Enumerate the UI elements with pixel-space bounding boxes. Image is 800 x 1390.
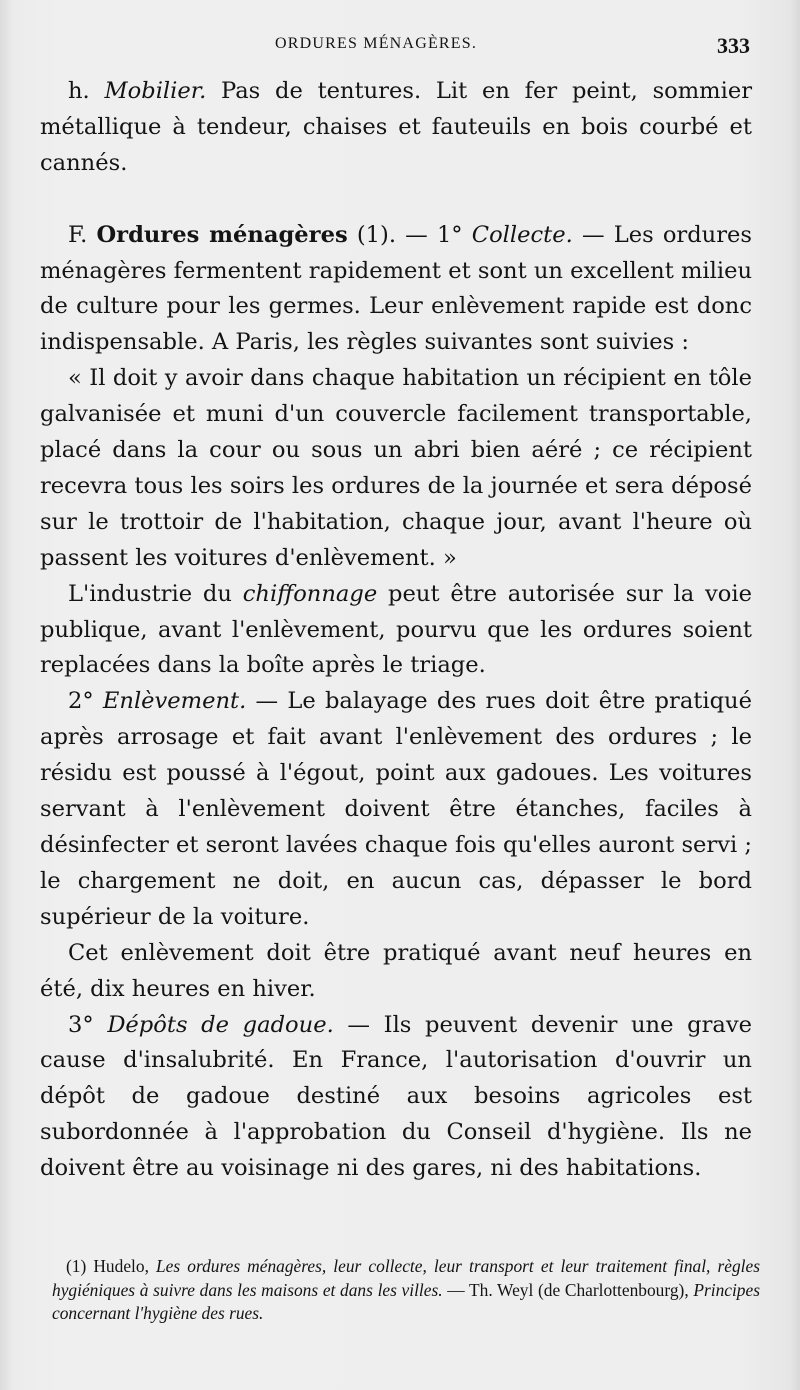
paragraph-quote: « Il doit y avoir dans chaque habitation un récipient en tôle galvanisée et muni d'un couvercle facilement transportable, placé dans la cour ou sous un abri bien aéré ; ce récipient recevra tous les soirs les ordures de la journée et sera déposé sur le trottoir de l'habitation, chaque jour, avant l'heure où passent les voitures d'enlèvement. »: [40, 365, 752, 571]
subsection-number: 1°: [436, 221, 472, 248]
paragraph-depots: [40, 1008, 752, 1188]
paragraph-text: L'industrie du: [68, 580, 243, 607]
subsection-number: 2°: [68, 688, 103, 715]
body-text: [40, 74, 752, 1187]
paragraph-ordures: [40, 218, 752, 362]
subsection-title: Collecte.: [471, 221, 573, 248]
paragraph-text: Pas de tentures. Lit en fer peint, sommier métallique à tendeur, chaises et fauteuils en bois courbé et cannés.: [40, 78, 753, 176]
page-number: 333: [717, 33, 750, 58]
paragraph-text: — Le balayage des rues doit être pratiqué après arrosage et fait avant l'enlèvement des ordures ; le résidu est poussé à l'égout, point aux gadoues. Les voitures servant à l'enlèvement doivent être étanches, faciles à désinfecter et seront lavées chaque fois qu'elles auront servi ; le chargement ne doit, en aucun cas, dépasser le bord supérieur de la voiture.: [40, 688, 753, 930]
paragraph-mobilier: [40, 74, 752, 182]
subsection-title: Dépôts de gadoue.: [107, 1011, 334, 1038]
page-header: [0, 35, 800, 61]
subsection-title: Enlèvement.: [102, 688, 247, 715]
paragraph-timing: Cet enlèvement doit être pratiqué avant neuf heures en été, dix heures en hiver.: [40, 939, 752, 1002]
section-marker: F.: [68, 221, 97, 248]
footnotes: [52, 1255, 760, 1326]
footnote-marker: (1) Hudelo,: [66, 1256, 157, 1276]
item-title: Mobilier.: [104, 78, 207, 104]
footnote-1: [52, 1255, 760, 1326]
term-chiffonnage: chiffonnage: [242, 580, 378, 607]
item-marker: h.: [68, 78, 105, 104]
paragraph-enlevement: [40, 684, 752, 935]
paragraph-text: — Les ordures ménagères fermentent rapidement et sont un excellent milieu de culture pour les germes. Leur enlèvement rapide est donc indispensable. A Paris, les règles suivantes sont suivies :: [40, 221, 753, 356]
footnote-title-1: Les ordures ménagères, leur collecte, leur transport et leur traitement final, règles hygiéniques à suivre dans les maisons et dans les villes.: [52, 1256, 760, 1300]
paragraph-chiffonnage: [40, 577, 752, 685]
paragraph-text: peut être autorisée sur la voie publique, avant l'enlèvement, pourvu que les ordures soient replacées dans la boîte après le triage.: [40, 580, 752, 679]
subsection-number: 3°: [68, 1011, 108, 1038]
running-title: ORDURES MÉNAGÈRES.: [275, 35, 478, 52]
section-heading: Ordures ménagères: [96, 221, 348, 248]
footnote-title-2: Principes concernant l'hygiène des rues.: [52, 1279, 760, 1323]
footnote-ref: (1). —: [347, 221, 437, 248]
footnote-text: — Th. Weyl (de Charlottenbourg),: [442, 1279, 694, 1300]
paragraph-text: — Ils peuvent devenir une grave cause d'insalubrité. En France, l'autorisation d'ouvrir un dépôt de gadoue destiné aux besoins agricoles est subordonnée à l'approbation du Conseil d'hygiène. Ils ne doivent être au voisinage ni des gares, ni des habitations.: [40, 1011, 752, 1182]
